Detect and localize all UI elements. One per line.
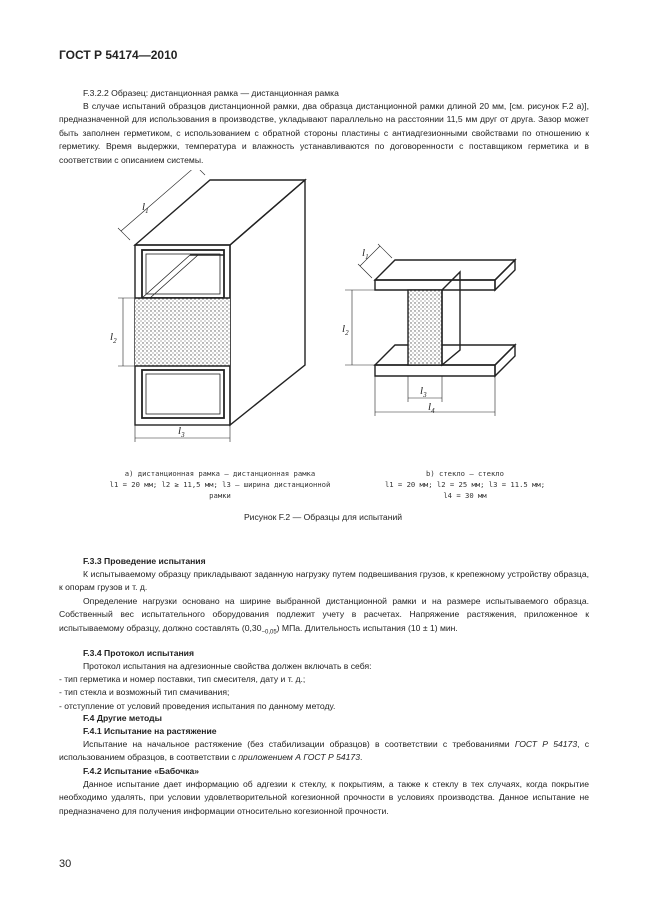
paragraph-f33-2: Определение нагрузки основано на ширине выбранной дистанционной рамки и на размере испытываемого образца. Собственный вес испытательного оборудования подлежит учету в расчетах. Напряжение растяжения, приложенное к испытываемому образцу, должно составлять $(0,30_{-0,05})$ МПа. Длительность испытания (10 ± 1) мин. bbox=[59, 596, 589, 636]
section-title-f4: F.4 Другие методы bbox=[83, 713, 162, 723]
svg-text:l1: $l_1$ bbox=[362, 247, 369, 261]
section-title-f33: F.3.3 Проведение испытания bbox=[83, 556, 206, 566]
paragraph-f42: Данное испытание дает информацию об адгезии к стеклу, к покрытиям, а также к стеклу в тех случаях, когда покрытие необходимо удалять, при условии удовлетворительной когезионной прочности в условиях производства. Данное испытание не предназначено для получения информации относительно когезионной прочности. bbox=[59, 779, 589, 816]
caption-b-line1: b) стекло — стекло bbox=[426, 469, 504, 478]
svg-text:l4: $l_4$ bbox=[428, 401, 435, 415]
section-title-f42: F.4.2 Испытание «Бабочка» bbox=[83, 766, 200, 776]
paragraph-f34-intro: Протокол испытания на адгезионные свойства должен включать в себя: bbox=[83, 661, 372, 671]
figure-caption-a bbox=[90, 468, 350, 501]
list-f34 bbox=[59, 673, 589, 713]
svg-text:l3: $l_3$ bbox=[420, 385, 427, 399]
figure-caption-b bbox=[365, 468, 565, 501]
paragraph-f33-1: К испытываемому образцу прикладывают заданную нагрузку путем подвешивания грузов, к крепежному устройству образца, к опорам грузов и т. д. bbox=[59, 569, 589, 593]
list-item: - отступление от условий проведения испытания по данному методу. bbox=[59, 700, 336, 711]
svg-text:l2: $l_2$ bbox=[110, 331, 117, 345]
caption-a-line2: l1 = 20 мм; l2 ≥ 11,5 мм; l3 — ширина дистанционной bbox=[109, 480, 331, 489]
list-item: - тип стекла и возможный тип смачивания; bbox=[59, 687, 230, 698]
figure-f2 bbox=[90, 170, 550, 460]
figure-title: Рисунок F.2 — Образцы для испытаний bbox=[243, 512, 403, 522]
caption-a-line1: a) дистанционная рамка — дистанционная рамка bbox=[124, 469, 316, 478]
paragraph-f322: В случае испытаний образцов дистанционной рамки, два образца дистанционной рамки длиной 20 мм, [см. рисунок F.2 а)], предназначенной для использования в производстве, укладывают параллельно на расстоянии 11,5 мм друг от друга. Зазор может быть заполнен герметиком, с использованием с обратной стороны пластины с антиадгезионными свойствами по отношению к герметику. Время выдержки, температура и влажность устанавливаются по договоренности с поставщиком герметика и в соответствии с описанием системы. bbox=[59, 101, 589, 165]
caption-a-line3: рамки bbox=[209, 491, 231, 500]
page-number: 30 bbox=[59, 858, 72, 870]
paragraph-f41: Испытание на начальное растяжение (без стабилизации образцов) в соответствии с требованиями ГОСТ Р 54173, с использованием образцов, в соответствии с приложением А ГОСТ Р 54173. bbox=[59, 739, 590, 763]
svg-text:l2: $l_2$ bbox=[342, 323, 349, 337]
glass-glass-drawing bbox=[345, 244, 515, 416]
svg-text:l3: $l_3$ bbox=[178, 425, 185, 439]
document-header: ГОСТ Р 54174—2010 bbox=[59, 48, 178, 62]
caption-b-line2: l1 = 20 мм; l2 = 25 мм; l3 = 11.5 мм; bbox=[384, 480, 546, 489]
section-title-f322: F.3.2.2 Образец: дистанционная рамка — дистанционная рамка bbox=[83, 88, 339, 98]
section-title-f41: F.4.1 Испытание на растяжение bbox=[83, 726, 217, 736]
svg-text:l1: $l_1$ bbox=[142, 201, 149, 215]
caption-b-line3: l4 = 30 мм bbox=[443, 491, 487, 500]
section-title-f34: F.3.4 Протокол испытания bbox=[83, 648, 194, 658]
list-item: - тип герметика и номер поставки, тип смесителя, дату и т. д.; bbox=[59, 674, 306, 684]
